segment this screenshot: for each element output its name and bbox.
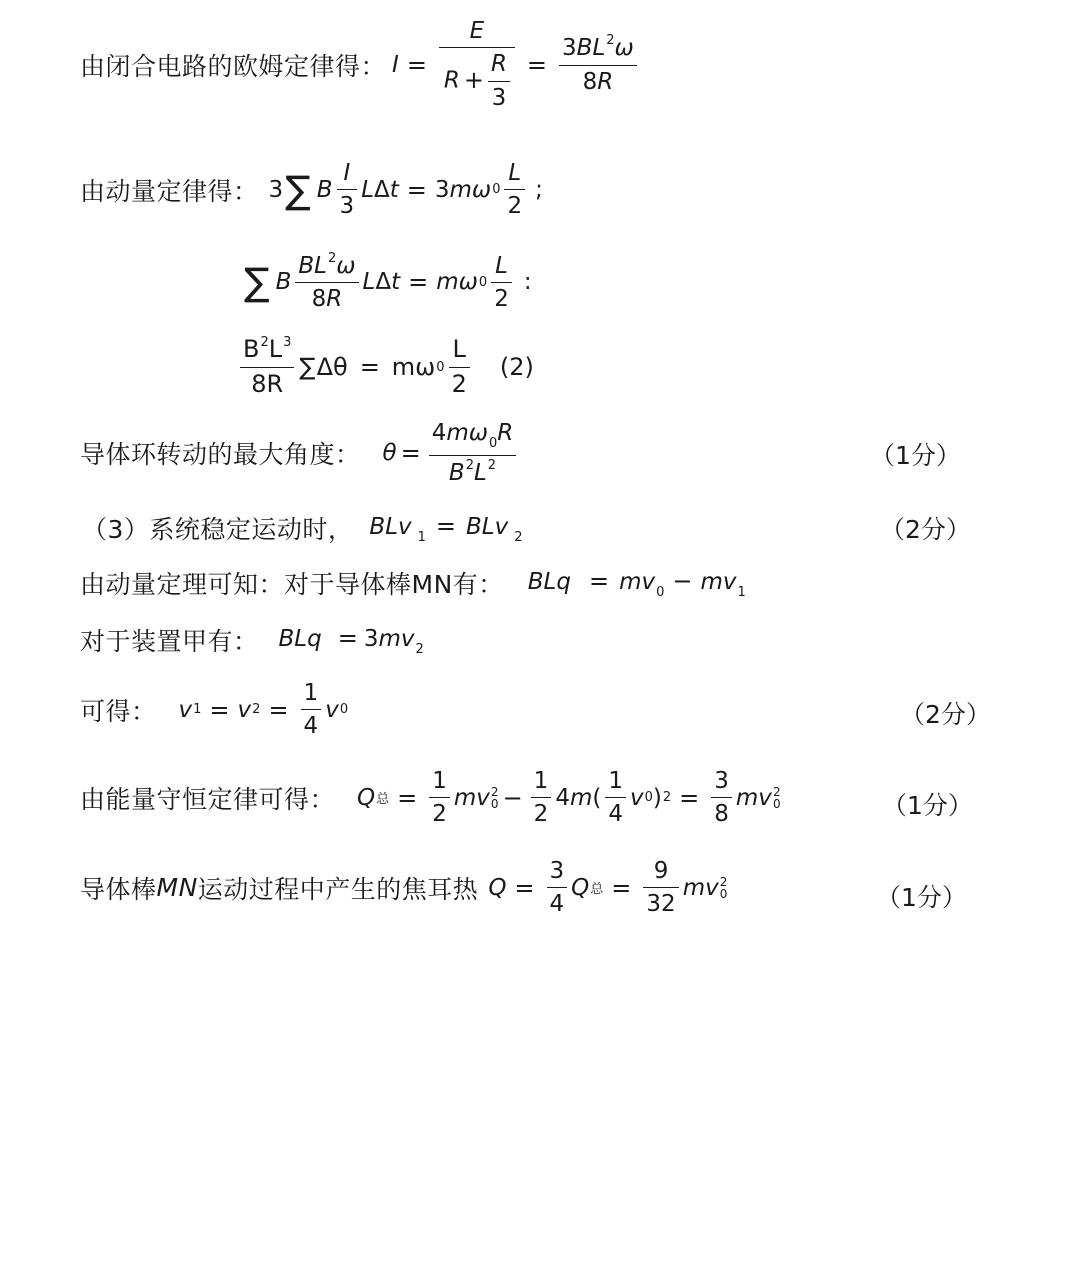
score-energy: （1分） [882,791,973,820]
part3-line [82,510,523,546]
part3-equation: BLv $_1$ = BLv $_2$ [369,511,523,545]
ohm-law-equation: I = E R + $\frac{R}{3}$ = $\frac{3BL^2\omega}{8R}$ [392,18,641,111]
theorem-line [80,565,746,601]
fraction: $\frac{9}{32}$ [643,858,678,918]
fraction: $\frac{1}{4}$ [605,768,626,828]
angle-sum-equation: $\frac{B^2L^3}{8R}$ ∑ Δθ = mω 0 $\frac{L}{2}$ (2) [240,336,534,398]
device-label: 对于装置甲有： [80,627,259,656]
semicolon: ; [535,176,543,203]
part3-label: （3）系统稳定运动时， [82,515,354,544]
device-equation: BLq = $3mv_2$ [278,623,424,657]
score-result: （2分） [900,700,991,729]
sum-line [242,252,532,313]
fraction: $\frac{L}{2}$ [491,253,512,313]
fraction: $\frac{1}{2}$ [531,768,552,828]
energy-equation: Q 总 = $\frac{1}{2}$ mv 2 0 − $\frac{1}{2}$ 4 m ( $\frac{1}{4}$ v 0 ) 2 = $\frac{3}{8}$ mv 2 0 [357,768,781,828]
fraction: $\frac{L}{2}$ [504,160,525,220]
momentum-equation: 3 ∑ B $\frac{I}{3}$ L Δ t = 3 mω 0 $\frac{L}{2}$ ; [268,160,543,220]
fraction: $\frac{I}{3}$ [337,160,358,220]
theorem-label: 由动量定理可知：对于导体棒MN有： [80,570,504,599]
fraction: $\frac{BL^2\omega}{8R}$ [295,252,358,313]
heat-label-b: 运动过程中产生的焦耳热 [197,874,479,904]
fraction: $\frac{1}{2}$ [429,768,450,828]
fraction: $\frac{4m\omega_0R}{B^2L^2}$ [429,420,517,486]
equation-number: (2) [499,353,534,382]
theorem-equation: BLq = $mv_0 - mv_1$ [527,566,746,600]
heat-label-a: 导体棒 [80,874,157,904]
result-equation: v 1 = v 2 = $\frac{1}{4}$ v 0 [178,680,349,740]
score-max-angle: （1分） [870,441,961,470]
score-heat: （1分） [876,883,967,912]
score-part3: （2分） [880,515,971,544]
max-angle-line [80,420,520,486]
ohm-law-label: 由闭合电路的欧姆定律得： [80,51,387,81]
fraction: $\frac{L}{2}$ [449,336,470,398]
fraction: $\frac{3BL^2\omega}{8R}$ [559,34,637,95]
fraction: $\frac{B^2L^3}{8R}$ [240,336,294,398]
result-line [80,680,348,740]
fraction: $\frac{3}{8}$ [711,768,732,828]
heat-equation: Q = $\frac{3}{4}$ Q 总 = $\frac{9}{32}$ mv 2 0 [488,858,728,918]
total-subscript: 总 [590,882,604,898]
energy-label: 由能量守恒定律可得： [80,784,336,814]
sum-equation: ∑ B $\frac{BL^2\omega}{8R}$ L Δ t = mω 0 $\frac{L}{2}$ : [244,251,532,313]
momentum-label: 由动量定律得： [80,176,259,206]
heat-line [80,858,727,918]
momentum-line [80,160,543,220]
result-label: 可得： [80,696,157,726]
fraction: E R + $\frac{R}{3}$ [439,18,515,111]
colon: : [523,269,532,296]
max-angle-equation: θ = $\frac{4m\omega_0R}{B^2L^2}$ [383,420,521,486]
angle-sum-line [240,336,534,398]
fraction: $\frac{3}{4}$ [547,858,568,918]
max-angle-label: 导体环转动的最大角度： [80,440,361,470]
total-subscript: 总 [376,792,390,808]
device-line [80,622,424,658]
heat-label-mn: MN [156,873,198,903]
fraction: $\frac{1}{4}$ [301,680,322,740]
energy-line [80,768,781,828]
ohm-law-line [80,18,641,111]
